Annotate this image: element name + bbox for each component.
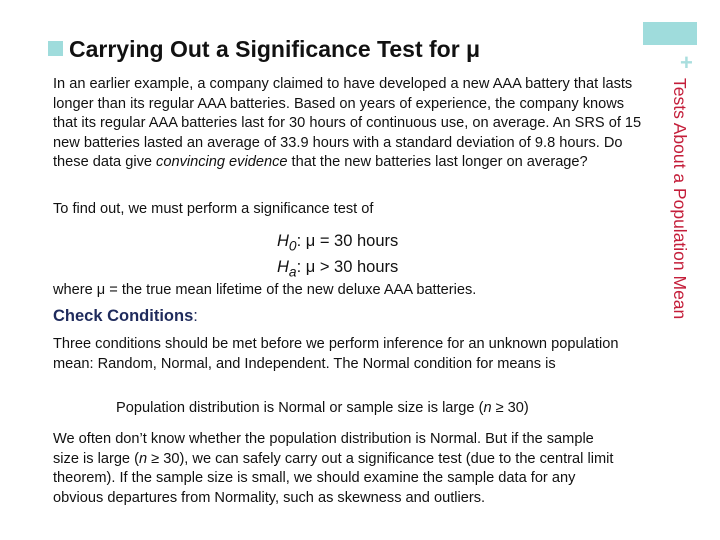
slide-title: [48, 36, 480, 63]
normality-paragraph: We often don’t know whether the population distribution is Normal. But if the sample size is large (n ≥ 30), we can safely carry out a significance test (due to the central limit theorem). If the sample size is small, we should examine the sample data for any obvious departures from Normality, such as skewness and outliers.: [53, 431, 614, 506]
parameter-definition: where μ = the true mean lifetime of the new deluxe AAA batteries.: [53, 282, 477, 298]
null-hypothesis: $H_0$: μ = 30 hours: [277, 232, 399, 254]
decorative-teal-block: [643, 22, 697, 45]
check-conditions-heading: Check Conditions:: [53, 307, 198, 325]
alternative-hypothesis: $H_a$: μ > 30 hours: [277, 257, 399, 280]
plus-icon: +: [680, 50, 693, 75]
square-bullet-icon: [48, 41, 63, 56]
normal-condition: Population distribution is Normal or sample size is large (n ≥ 30): [116, 400, 529, 416]
intro-text-end: that the new batteries last longer on average?: [287, 154, 588, 170]
section-side-label: Tests About a Population Mean: [670, 78, 690, 320]
intro-paragraph: [53, 75, 643, 173]
intro-emphasis: convincing evidence: [156, 154, 288, 170]
find-out-text: To find out, we must perform a significance test of: [53, 201, 374, 217]
intro-text: In an earlier example, a company claimed to have developed a new AAA battery that lasts longer than its regular AAA batteries. Based on years of experience, the company knows that its regular AAA batteries last for 30 hours of continuous use, on average. An SRS of 15 new batteries lasted an average of 33.9 hours with a standard deviation of 9.8 hours. Do these data give: [53, 76, 642, 170]
conditions-paragraph: Three conditions should be met before we perform inference for an unknown population mean: Random, Normal, and Independent. The Normal condition for means is: [53, 336, 619, 372]
slide-title-text: Carrying Out a Significance Test for μ: [69, 36, 481, 62]
hypotheses: [277, 231, 398, 283]
